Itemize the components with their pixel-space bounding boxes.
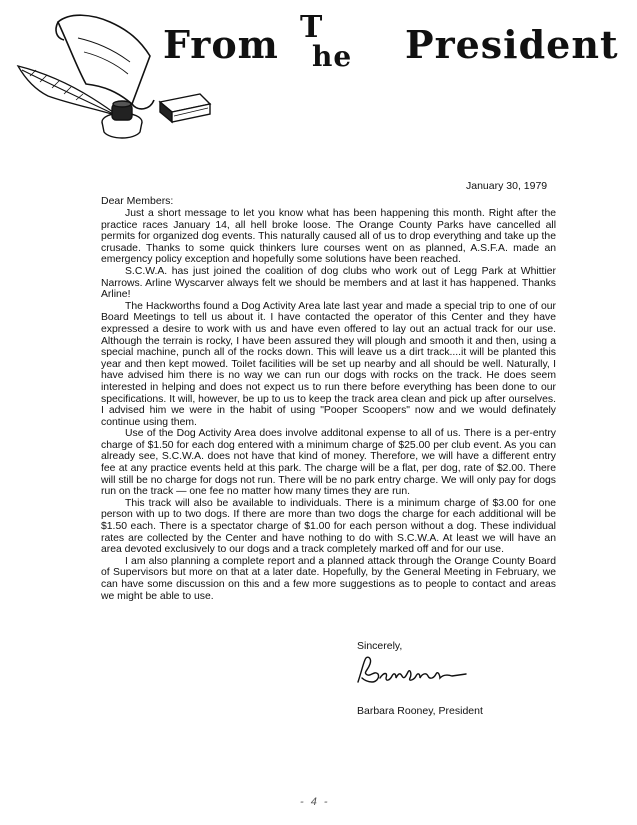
letter-date: January 30, 1979: [466, 180, 548, 192]
title-letter-t: T: [300, 10, 324, 45]
paragraph: Just a short message to let you know what has been happening this month. Right after the practice races January 14, all hell broke loose. The Orange County Parks have cancelled all permits for organized dog events. This naturally caused all of us to drop everything and take up the crusade. Thanks to some quick thinkers lure courses went on as planned, A.S.F.A. made an emergency policy exception and hopefully some solutions have been reached.: [101, 208, 556, 266]
paragraph: This track will also be available to individuals. There is a minimum charge of $3.00 for one person with up to two dogs. If there are more than two dogs the charge for each additional will be $1.50 each. There is a spectator charge of $1.00 for each person without a dog. These individual rates are collected by the Center and have nothing to do with S.C.W.A. At least we will have an area devoted exclusively to our dogs and a track completely marked off and for our use.: [101, 497, 556, 556]
paragraph: S.C.W.A. has just joined the coalition of dog clubs who work out of Legg Park at Whittier Narrows. Arline Wyscarver always felt we should be members and at last it has happened. Thanks Arline!: [101, 265, 556, 301]
book-icon: [160, 94, 210, 122]
page-number: - 4 -: [300, 796, 330, 808]
signature: [352, 652, 472, 692]
signer-name: Barbara Rooney, President: [357, 705, 483, 717]
closing: Sincerely,: [357, 640, 403, 652]
title-word-president: President: [405, 22, 619, 67]
letter-body: [101, 208, 556, 602]
paragraph: The Hackworths found a Dog Activity Area late last year and made a special trip to one of our Board Meetings to tell us about it. I have contacted the operator of this Center and they have expressed a desire to work with us and have even offered to lay out an actual track for our use. Although the terrain is rocky, I have been assured they will plough and smooth it and then, using a special machine, punch all of the rocks down. This will leave us a dirt track....it will be planted this year and then kept mowed. Toilet facilities will be set up nearby and all should be well. Naturally, I have advised him there is no way we can run our dogs with rocks on the track. He does seem interested in helping and does not expect us to run there before everything has been done to our specifications. It will, however, be up to us to keep the track area clean and pick up after ourselves. I advised him we were in the habit of using "Pooper Scoopers" now and we would definately continue using them.: [101, 300, 556, 428]
title-letters-he: he: [312, 40, 353, 73]
paragraph: Use of the Dog Activity Area does involve additonal expense to all of us. There is a per-entry charge of $1.50 for each dog entered with a minimum charge of $25.00 per club event. As you can already see, S.C.W.A. does not have that kind of money. Therefore, we will have a different entry fee at any practice events held at this park. The charge will be a flat, per dog, rate of $2.00. There will still be no charge for dogs not run. There will be no park entry charge. We will only pay for dogs run on the track — one fee no matter how many times they are run.: [101, 428, 556, 498]
title-word-from: From: [163, 22, 279, 67]
masthead: [0, 0, 637, 150]
salutation: Dear Members:: [101, 195, 174, 207]
inkwell-icon: [102, 101, 142, 138]
paragraph: I am also planning a complete report and a planned attack through the Orange County Board of Supervisors but more on that at a later date. Hopefully, by the General Meeting in February, we can have some discussion on this and a few more suggestions as to people to contact and areas we might be able to use.: [101, 555, 556, 602]
